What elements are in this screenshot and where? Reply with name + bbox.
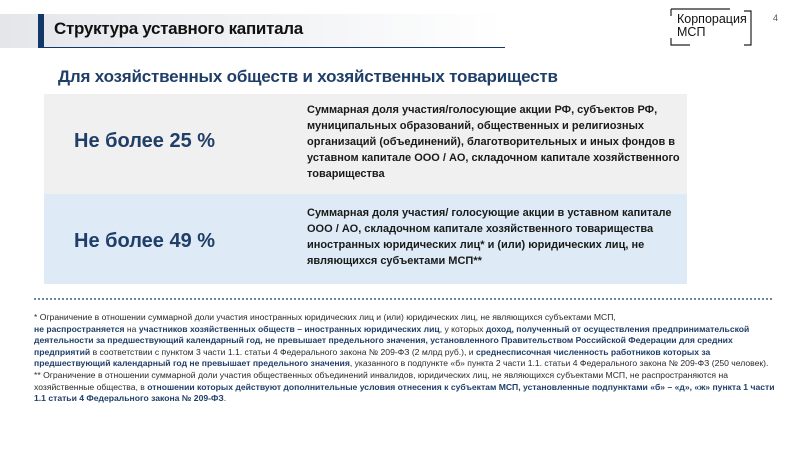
title-accent-bar xyxy=(38,14,44,48)
footnotes xyxy=(34,312,779,405)
footnote-bold: среднесписочная численность работников которых за предшествующий календарный год не превышает предельного значения xyxy=(34,346,711,369)
footnote-text: в соответствии с пунктом 3 части 1.1. статьи 4 Федерального закона № 209-ФЗ (2 млрд руб.), и xyxy=(90,346,476,357)
limit-description: Суммарная доля участия/ голосующие акции в уставном капитале ООО / АО, складочном капитале хозяйственного товарищества иностранных юридических лиц* и (или) юридических лиц, не являющихся субъектами МСП** xyxy=(307,207,672,267)
footnote-bold: доход, полученный от осуществления предпринимательской деятельности за предшествующий календарный год, не превышает предельного значения, установленного Правительством Российской Федерации для средних предприятий xyxy=(34,323,750,357)
footnote-bold: не распространяется xyxy=(34,323,125,334)
footnote-1 xyxy=(34,312,779,370)
limit-value: Не более 49 % xyxy=(74,230,216,252)
page-number: 4 xyxy=(773,13,779,23)
page-title: Структура уставного капитала xyxy=(54,19,303,38)
logo-line-1: Корпорация xyxy=(677,12,747,26)
footnote-text: * Ограничение в отношении суммарной доли участия иностранных юридических лиц и (или) юридических лиц, не являющихся субъектами МСП, xyxy=(34,312,616,322)
footnote-bold: отношении которых действуют дополнительные условия отнесения к субъектам МСП, установленные подпунктами «б» – «д», «ж» пункта 1 части 1.1 статьи 4 Федерального закона № 209-ФЗ xyxy=(34,381,775,404)
footnote-text: . xyxy=(223,393,227,404)
footnote-text: , у которых xyxy=(439,323,486,334)
footnote-2 xyxy=(34,370,779,405)
limit-value: Не более 25 % xyxy=(74,130,216,152)
logo-line-2: МСП xyxy=(677,25,706,39)
footnote-text: ** Ограничение в отношении суммарной доли участия общественных объединений инвалидов, юридических лиц, не являющихся субъектами МСП, не распространяются на хозяйственные общества, в xyxy=(34,369,728,392)
footnote-text: на xyxy=(124,323,139,334)
table-row xyxy=(44,94,687,194)
logo-text xyxy=(677,13,747,39)
title-underline xyxy=(44,47,505,48)
footnote-bold: участников хозяйственных обществ – иностранных юридических лиц xyxy=(138,323,440,334)
section-subtitle: Для хозяйственных обществ и хозяйственных товариществ xyxy=(58,67,558,86)
limit-description: Суммарная доля участия/голосующие акции РФ, субъектов РФ, муниципальных образований, общественных и религиозных организаций (объединений), благотворительных и иных фондов в уставном капитале ООО / АО, складочном капитале хозяйственного товарищества xyxy=(307,104,680,180)
footnote-text: , указанного в подпункте «б» пункта 2 части 1.1. статьи 4 Федерального закона № 209-ФЗ (250 человек). xyxy=(349,358,769,369)
table-row xyxy=(44,194,687,284)
corporation-msp-logo xyxy=(670,8,752,46)
dotted-divider xyxy=(34,298,772,300)
